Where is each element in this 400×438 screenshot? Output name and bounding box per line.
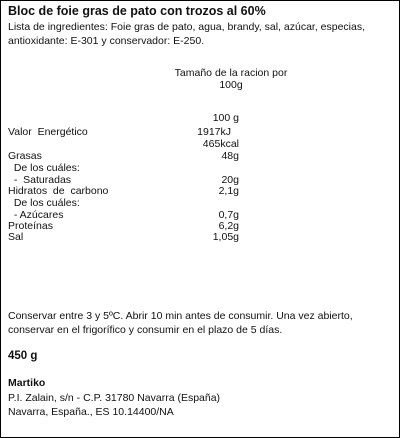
nutrition-row-label: De los cuáles: bbox=[8, 162, 80, 174]
per-100-header: 100 g bbox=[212, 112, 239, 124]
nutrition-row-value: 48g bbox=[221, 150, 239, 162]
product-title: Bloc de foie gras de pato con trozos al 60% bbox=[8, 4, 266, 18]
ingredients-list: Lista de ingredientes: Foie gras de pato, agua, brandy, sal, azúcar, especias, antioxidante: E-301 y conservador: E-250. bbox=[8, 21, 366, 47]
nutrition-row-label: - Saturadas bbox=[8, 174, 72, 186]
serving-header-line2: 100g bbox=[219, 79, 243, 91]
nutrition-row-label: - Azúcares bbox=[8, 209, 64, 221]
nutrition-row-label: Valor Energético bbox=[8, 126, 88, 138]
nutrition-row-value: 0,7g bbox=[218, 209, 239, 221]
serving-header-line1: Tamaño de la racion por bbox=[174, 67, 288, 79]
manufacturer-name: Martiko bbox=[8, 377, 46, 389]
nutrition-row-value: 465kcal bbox=[202, 138, 239, 150]
manufacturer-address-line2: Navarra, España., ES 10.14400/NA bbox=[8, 406, 174, 418]
net-weight: 450 g bbox=[8, 350, 38, 362]
nutrition-row-value: 20g bbox=[221, 174, 239, 186]
nutrition-row-value: 2,1g bbox=[218, 185, 239, 197]
nutrition-row-label: Hidratos de carbono bbox=[8, 185, 109, 197]
manufacturer-address-line1: P.I. Zalain, s/n - C.P. 31780 Navarra (España) bbox=[8, 392, 221, 404]
nutrition-row-label: De los cuáles: bbox=[8, 197, 80, 209]
nutrition-row-label: Sal bbox=[8, 231, 24, 243]
nutrition-row-label: Grasas bbox=[8, 150, 42, 162]
nutrition-row-value: 6,2g bbox=[218, 220, 239, 232]
nutrition-row-value: 1917kJ bbox=[197, 126, 231, 138]
nutrition-row-value: 1,05g bbox=[212, 231, 239, 243]
nutrition-row-label: Proteínas bbox=[8, 220, 53, 232]
storage-instructions: Conservar entre 3 y 5ºC. Abrir 10 min antes de consumir. Una vez abierto, conservar en el frigorífico y consumir en el plazo de 5 días. bbox=[8, 310, 353, 336]
